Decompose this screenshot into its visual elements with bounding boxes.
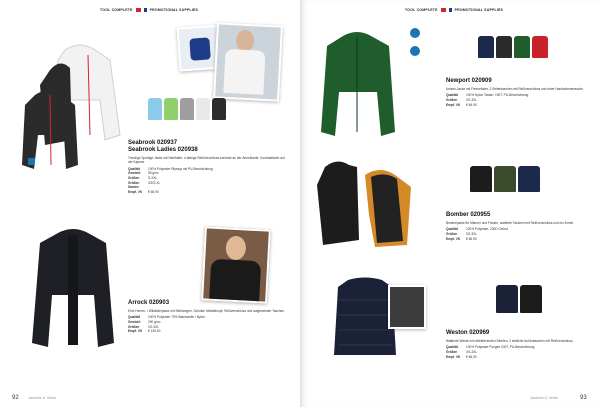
variant-navy	[518, 166, 540, 192]
product-title: Arrock 020903	[128, 300, 170, 306]
product-title: Seabrook 020937	[128, 140, 178, 146]
header-left	[100, 6, 198, 14]
page-number-left: 92	[12, 395, 19, 401]
product-title: Bomber 020955	[446, 212, 491, 218]
seabrook-color-variants	[148, 98, 226, 120]
variant-green	[164, 98, 178, 120]
seabrook-info	[128, 140, 288, 194]
spec-row: Qualität 100% Nylon Taslan, 190T, PU-Beschichtung	[446, 93, 529, 98]
weston-info	[446, 330, 594, 359]
spec-row: Empf. VK € 66,90	[446, 102, 477, 107]
header-brand: TOOL COMPLETE	[405, 8, 438, 12]
spec-row: Qualität 100% Polyester 70% Baumwolle / Nylon	[128, 315, 205, 320]
right-page	[300, 0, 600, 407]
header-tag: PROMOTIONAL SUPPLIES	[454, 8, 504, 12]
variant-black	[212, 98, 226, 120]
spec-row: Gewicht 95 g/m²	[128, 171, 159, 176]
page-number-right: 93	[580, 395, 587, 401]
fabric-badge-icon	[28, 158, 35, 165]
variant-red	[532, 36, 548, 58]
product-description: Eine Herren- / Wildlederjacke mit Stehkragen, Schulter Metallknopf, Reißverschluss und aufgesetzten Taschen.	[128, 309, 285, 313]
spec-row: Größen XS-3XL	[446, 98, 477, 102]
footer-section-label: Jackets & Vests	[530, 395, 559, 400]
spec-row: Qualität 100% Polyester, 200D Oxford	[446, 227, 508, 232]
variant-black	[470, 166, 492, 192]
bomber-info	[446, 212, 594, 241]
variant-olive	[494, 166, 516, 192]
variant-light-blue	[148, 98, 162, 120]
spec-row: Empf. VK € 66,90	[446, 354, 477, 359]
spec-row: Qualität 100% Polyester Ripstop mit PU-Beschichtung	[128, 166, 213, 171]
product-specs	[446, 227, 594, 241]
newport-info	[446, 78, 594, 107]
product-title: Weston 020969	[446, 330, 490, 336]
product-specs	[446, 93, 594, 107]
variant-navy	[496, 285, 518, 313]
header-right	[405, 6, 503, 14]
product-description: Bomberjacke für Männer und Frauen, wattierte Taschen mit Reißverschluss und ein Ärmel.	[446, 221, 574, 225]
header-tag: PROMOTIONAL SUPPLIES	[149, 8, 199, 12]
model-photo	[213, 22, 283, 101]
product-subtitle: Seabrook Ladies 020938	[128, 147, 198, 153]
newport-color-variants	[478, 36, 548, 58]
variant-black	[520, 285, 542, 313]
spec-row: Empf. VK € 66,90	[128, 189, 159, 194]
spec-row: Empf. VK € 66,90	[446, 236, 477, 241]
fleece-badge-icon	[410, 28, 420, 38]
blue-square-icon	[144, 8, 147, 12]
spec-row: Qualität 100% Polyester Pongee 240T, PU-Beschichtung	[446, 345, 535, 350]
spec-row: Größen XS-3XL	[446, 350, 477, 354]
waterproof-badge-icon	[410, 46, 420, 56]
header-brand: TOOL COMPLETE	[100, 8, 133, 12]
arrock-info	[128, 300, 288, 334]
product-description: Wattierte Weste mit reflektierenden Streifen, 2 seitliche Außentaschen mit Reißverschluss.	[446, 339, 574, 343]
product-specs	[446, 345, 594, 359]
variant-white	[196, 98, 210, 120]
variant-navy	[478, 36, 494, 58]
arrock-model-photo	[201, 226, 271, 303]
bomber-jacket-image	[315, 155, 415, 250]
footer-section-label: Jackets & Vests	[28, 395, 57, 400]
product-specs	[128, 167, 288, 195]
spec-row: Größen S-XXL	[128, 176, 158, 180]
red-flag-icon	[441, 8, 446, 12]
newport-jacket-image	[315, 28, 400, 138]
variant-black	[496, 36, 512, 58]
red-flag-icon	[136, 8, 141, 12]
spec-row: Größen XS-3XL	[446, 232, 477, 236]
product-specs	[128, 315, 288, 333]
spec-row: Größen XS-3XL	[128, 324, 159, 329]
bomber-color-variants	[470, 166, 540, 192]
weston-color-variants	[496, 285, 542, 313]
variant-green	[514, 36, 530, 58]
variant-grey	[180, 98, 194, 120]
weston-detail-photo	[388, 285, 426, 329]
blue-square-icon	[449, 8, 452, 12]
arrock-coat-image	[28, 225, 118, 350]
product-description: Unisex-Jacke mit Fleecefutter, 2 Seitentaschen mit Reißverschluss und einer Handwärmertasche.	[446, 87, 584, 91]
spec-row: Gewicht 290 g/m²	[128, 320, 161, 324]
spec-row: Größen Damen XS/S-XL	[128, 180, 161, 190]
spec-row: Empf. VK € 135,00	[128, 329, 161, 334]
product-description: Trendige Sportige Jacke mit Netzfutter. 4-farbige Reißverschluss-kontrast an der Ärmelkante. Kontrastfarbe auf der Kapuze.	[128, 156, 285, 165]
product-title: Newport 020909	[446, 78, 492, 84]
